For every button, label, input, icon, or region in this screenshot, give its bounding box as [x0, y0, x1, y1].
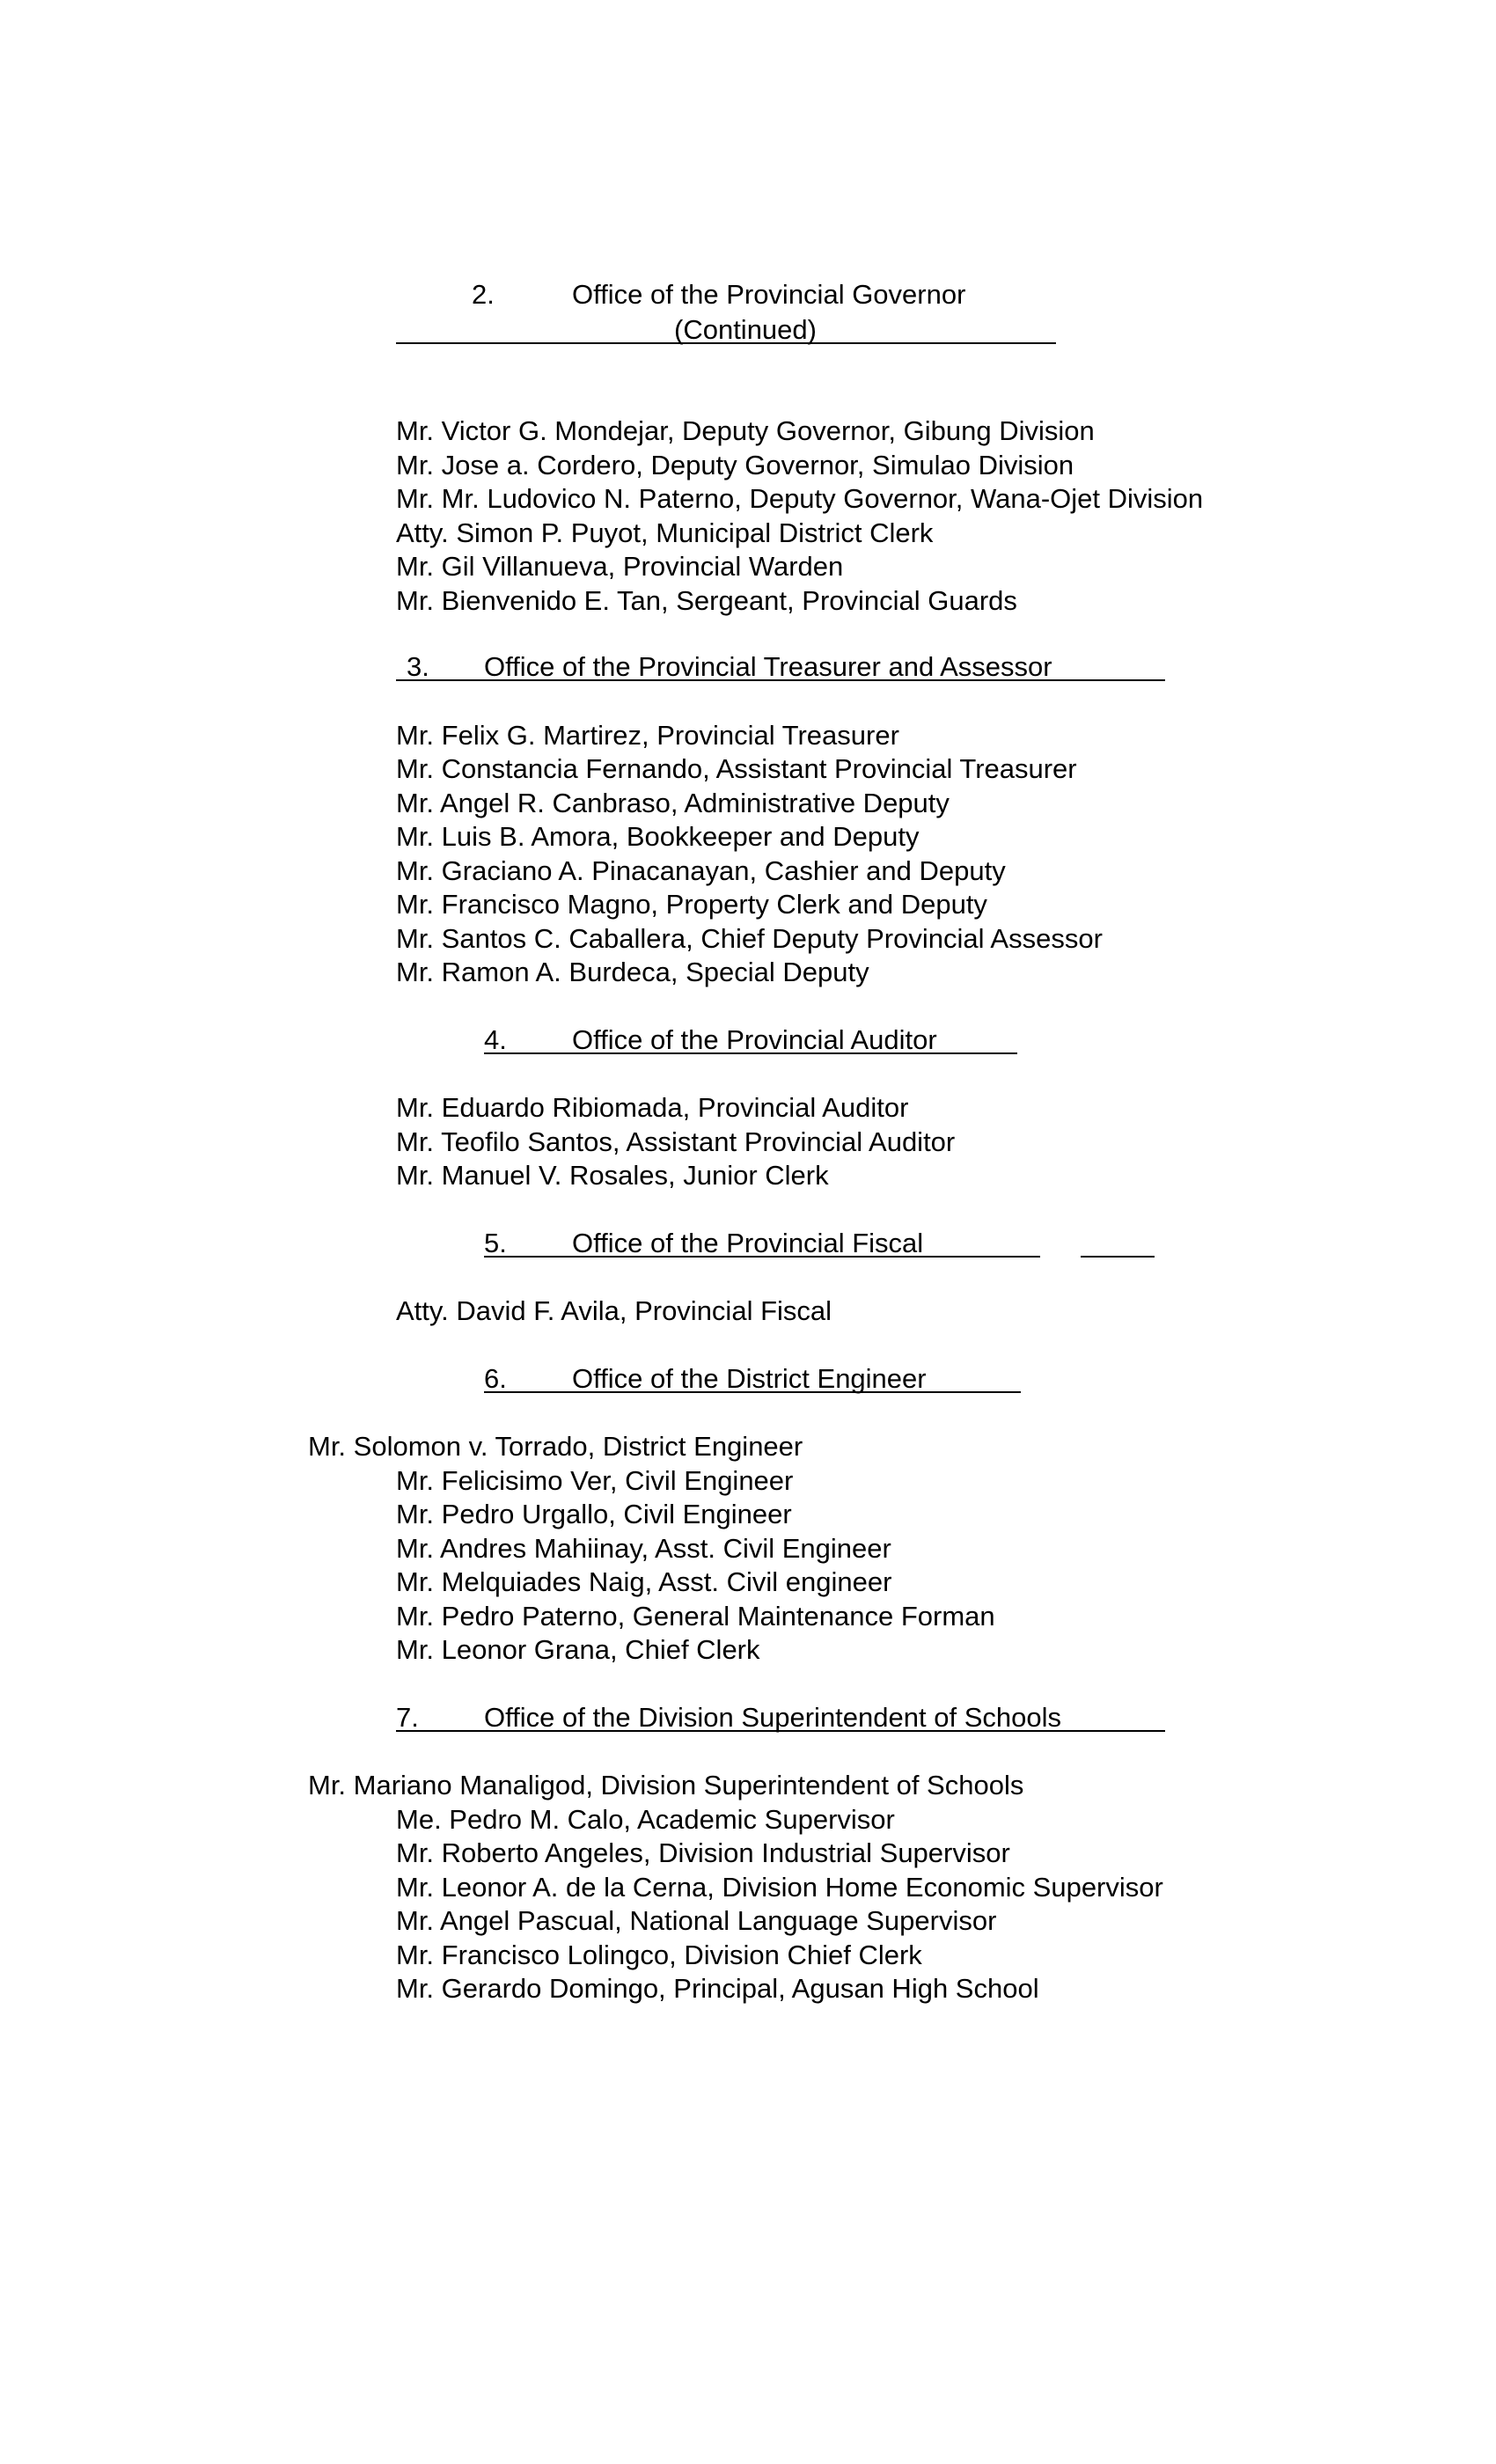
- section-2-underline: [396, 342, 1056, 344]
- list-item: Atty. Simon P. Puyot, Municipal District Clerk: [396, 517, 934, 548]
- list-item: Mr. Francisco Magno, Property Clerk and Deputy: [396, 889, 987, 920]
- list-item: Mr. Luis B. Amora, Bookkeeper and Deputy: [396, 821, 920, 852]
- section-3-underline: [396, 679, 1165, 681]
- list-item: Mr. Angel R. Canbraso, Administrative Deputy: [396, 788, 950, 818]
- list-item: Mr. Francisco Lolingco, Division Chief Clerk: [396, 1940, 922, 1970]
- list-item: Mr. Gil Villanueva, Provincial Warden: [396, 551, 844, 582]
- list-item: Mr. Mr. Ludovico N. Paterno, Deputy Governor, Wana-Ojet Division: [396, 483, 1204, 514]
- list-item: Mr. Felicisimo Ver, Civil Engineer: [396, 1465, 794, 1496]
- section-2-title: Office of the Provincial Governor: [572, 279, 966, 310]
- section-5-title: Office of the Provincial Fiscal: [572, 1228, 924, 1258]
- list-item: Mr. Eduardo Ribiomada, Provincial Auditor: [396, 1092, 909, 1123]
- section-6-number: 6.: [484, 1363, 507, 1394]
- section-4-number: 4.: [484, 1024, 507, 1055]
- list-item: Mr. Leonor A. de la Cerna, Division Home Economic Supervisor: [396, 1872, 1163, 1903]
- list-item: Mr. Leonor Grana, Chief Clerk: [396, 1634, 760, 1665]
- section-7-head: Mr. Mariano Manaligod, Division Superintendent of Schools: [308, 1770, 1024, 1800]
- section-4-underline: [484, 1052, 1017, 1054]
- list-item: Mr. Angel Pascual, National Language Supervisor: [396, 1905, 997, 1936]
- list-item: Mr. Pedro Urgallo, Civil Engineer: [396, 1499, 792, 1529]
- list-item: Mr. Ramon A. Burdeca, Special Deputy: [396, 957, 869, 987]
- list-item: Mr. Bienvenido E. Tan, Sergeant, Provincial Guards: [396, 585, 1017, 616]
- list-item: Mr. Andres Mahiinay, Asst. Civil Engineer: [396, 1533, 891, 1564]
- section-2-number: 2.: [472, 279, 495, 310]
- list-item: Mr. Jose a. Cordero, Deputy Governor, Simulao Division: [396, 450, 1074, 480]
- list-item: Mr. Melquiades Naig, Asst. Civil engineer: [396, 1566, 892, 1597]
- section-3-number: 3.: [407, 651, 429, 682]
- list-item: Mr. Manuel V. Rosales, Junior Clerk: [396, 1160, 829, 1191]
- list-item: Mr. Gerardo Domingo, Principal, Agusan High School: [396, 1973, 1039, 2004]
- list-item: Me. Pedro M. Calo, Academic Supervisor: [396, 1804, 895, 1835]
- section-7-title: Office of the Division Superintendent of Schools: [484, 1702, 1061, 1733]
- list-item: Mr. Pedro Paterno, General Maintenance Forman: [396, 1601, 995, 1632]
- section-5-number: 5.: [484, 1228, 507, 1258]
- list-item: Mr. Teofilo Santos, Assistant Provincial Auditor: [396, 1126, 956, 1157]
- section-7-number: 7.: [396, 1702, 419, 1733]
- section-2-continued: (Continued): [674, 314, 817, 345]
- section-4-title: Office of the Provincial Auditor: [572, 1024, 937, 1055]
- section-3-title: Office of the Provincial Treasurer and Assessor: [484, 651, 1052, 682]
- section-7-underline: [396, 1730, 1165, 1732]
- list-item: Mr. Santos C. Caballera, Chief Deputy Provincial Assessor: [396, 923, 1103, 954]
- section-6-title: Office of the District Engineer: [572, 1363, 927, 1394]
- list-item: Mr. Victor G. Mondejar, Deputy Governor, Gibung Division: [396, 415, 1095, 446]
- list-item: Atty. David F. Avila, Provincial Fiscal: [396, 1295, 832, 1326]
- list-item: Mr. Graciano A. Pinacanayan, Cashier and Deputy: [396, 855, 1006, 886]
- section-5-underline: [484, 1256, 1040, 1258]
- section-6-underline: [484, 1391, 1021, 1393]
- list-item: Mr. Felix G. Martirez, Provincial Treasurer: [396, 720, 899, 751]
- section-5-underline-tail: [1081, 1256, 1155, 1258]
- section-6-head: Mr. Solomon v. Torrado, District Engineer: [308, 1431, 803, 1462]
- list-item: Mr. Constancia Fernando, Assistant Provincial Treasurer: [396, 753, 1077, 784]
- list-item: Mr. Roberto Angeles, Division Industrial Supervisor: [396, 1837, 1010, 1868]
